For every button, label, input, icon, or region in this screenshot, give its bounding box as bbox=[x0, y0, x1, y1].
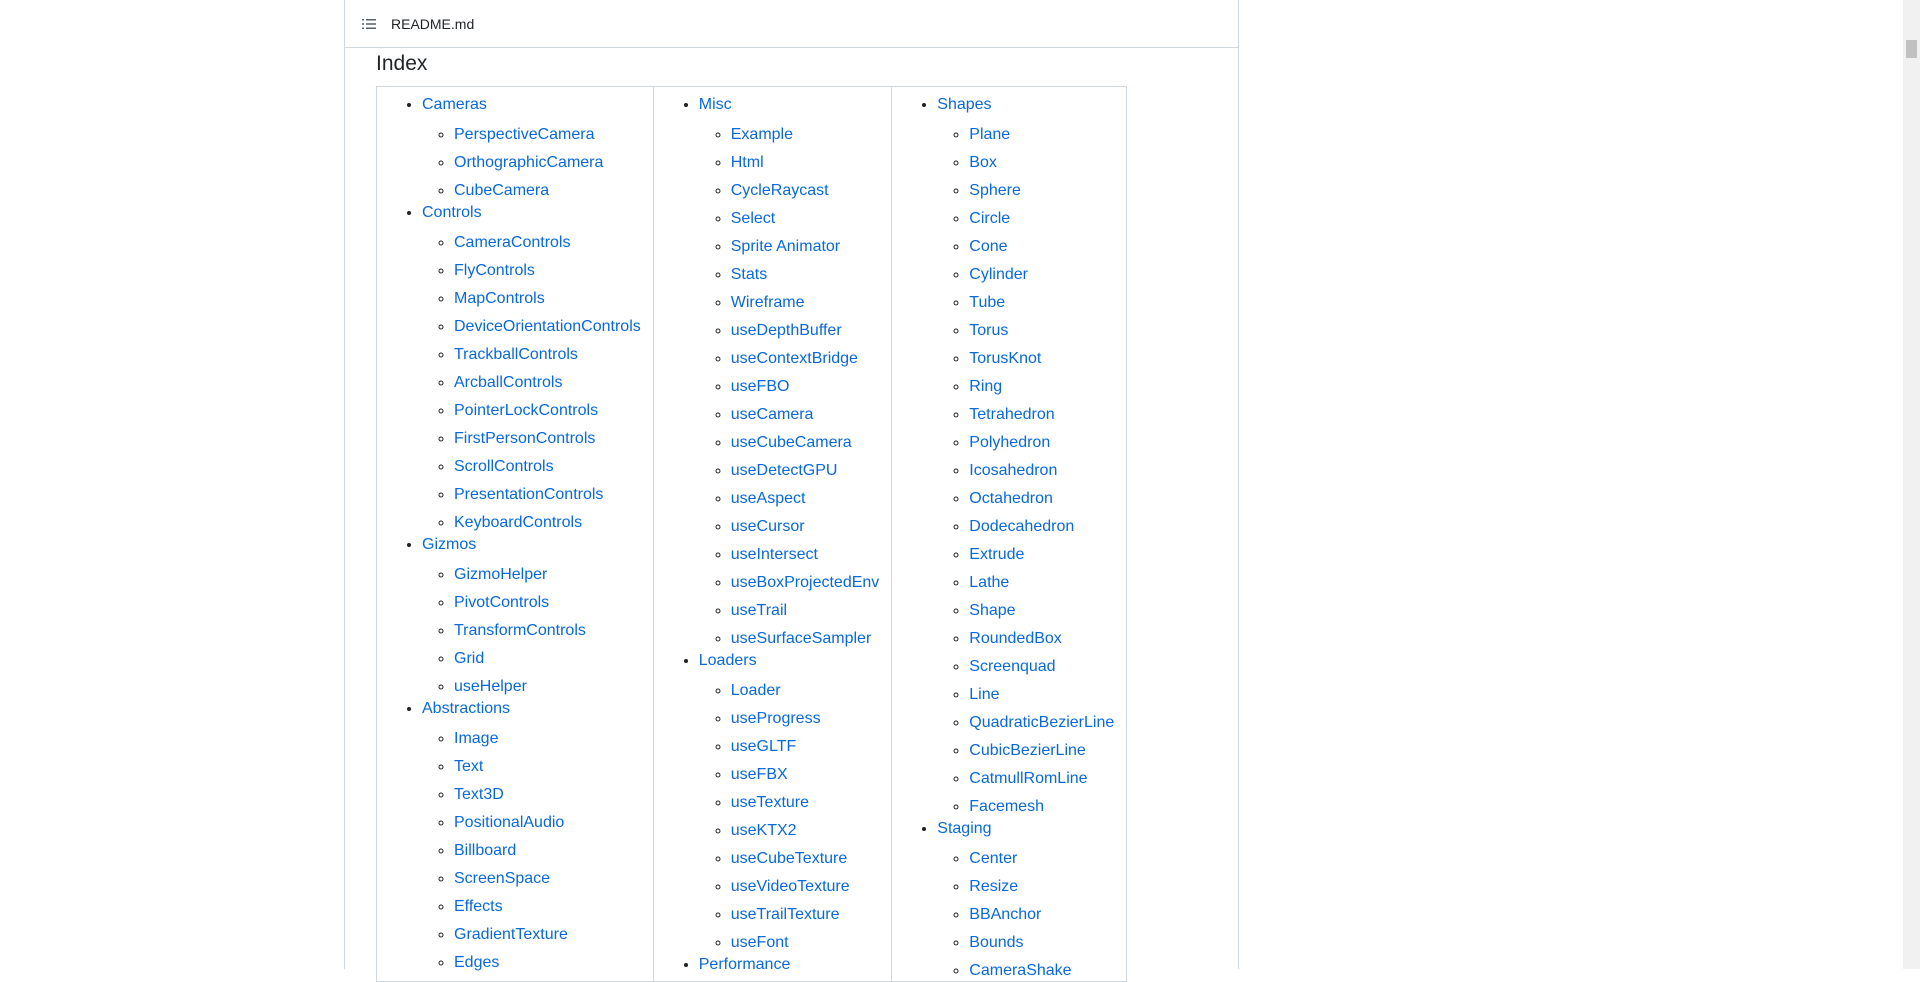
scrollbar-thumb[interactable] bbox=[1906, 40, 1917, 58]
subsection-item bbox=[731, 237, 880, 257]
subsection-item bbox=[731, 933, 880, 953]
subsection-link-line[interactable]: Line bbox=[969, 686, 1000, 703]
subsection-list bbox=[422, 125, 641, 201]
subsection-link-shape[interactable]: Shape bbox=[969, 602, 1016, 619]
subsection-item bbox=[969, 209, 1114, 229]
section-item-loaders bbox=[699, 649, 880, 953]
subsection-link-usedepthbuffer[interactable]: useDepthBuffer bbox=[730, 322, 842, 339]
subsection-link-plane[interactable]: Plane bbox=[969, 126, 1011, 143]
subsection-link-select[interactable]: Select bbox=[730, 210, 776, 227]
subsection-item bbox=[454, 125, 641, 145]
subsection-link-circle[interactable]: Circle bbox=[969, 210, 1011, 227]
subsection-item bbox=[454, 841, 641, 861]
subsection-link-sprite-animator[interactable]: Sprite Animator bbox=[730, 238, 841, 255]
subsection-link-bbanchor[interactable]: BBAnchor bbox=[969, 906, 1042, 923]
subsection-item bbox=[969, 153, 1114, 173]
subsection-item bbox=[969, 377, 1114, 397]
subsection-list bbox=[699, 681, 880, 953]
subsection-link-text[interactable]: Text bbox=[454, 758, 484, 775]
subsection-item bbox=[969, 849, 1114, 869]
section-link-shapes[interactable]: Shapes bbox=[937, 96, 992, 113]
subsection-item bbox=[731, 737, 880, 757]
subsection-list bbox=[937, 125, 1114, 817]
subsection-list bbox=[422, 233, 641, 533]
subsection-item bbox=[969, 905, 1114, 925]
subsection-link-polyhedron[interactable]: Polyhedron bbox=[969, 434, 1051, 451]
subsection-link-usetrail[interactable]: useTrail bbox=[730, 602, 788, 619]
subsection-item bbox=[454, 429, 641, 449]
subsection-link-tube[interactable]: Tube bbox=[969, 294, 1006, 311]
subsection-item bbox=[454, 513, 641, 533]
subsection-item bbox=[731, 489, 880, 509]
subsection-item bbox=[731, 125, 880, 145]
subsection-item bbox=[454, 757, 641, 777]
subsection-link-camerashake[interactable]: CameraShake bbox=[969, 962, 1072, 979]
subsection-link-usefont[interactable]: useFont bbox=[730, 934, 789, 951]
subsection-item bbox=[731, 433, 880, 453]
readme-panel bbox=[344, 0, 1239, 979]
subsection-item bbox=[969, 433, 1114, 453]
subsection-link-loader[interactable]: Loader bbox=[730, 682, 781, 699]
subsection-item bbox=[969, 265, 1114, 285]
index-column-2 bbox=[653, 87, 892, 982]
subsection-link-torus[interactable]: Torus bbox=[969, 322, 1009, 339]
section-list bbox=[674, 93, 880, 977]
subsection-item bbox=[969, 961, 1114, 981]
subsection-item bbox=[454, 153, 641, 173]
subsection-item bbox=[731, 265, 880, 285]
subsection-link-html[interactable]: Html bbox=[730, 154, 764, 171]
subsection-item bbox=[969, 461, 1114, 481]
subsection-link-wireframe[interactable]: Wireframe bbox=[730, 294, 805, 311]
subsection-link-screenspace[interactable]: ScreenSpace bbox=[454, 870, 551, 887]
subsection-link-useaspect[interactable]: useAspect bbox=[730, 490, 806, 507]
section-link-misc[interactable]: Misc bbox=[698, 96, 732, 113]
section-item-performance bbox=[699, 953, 880, 977]
subsection-list bbox=[422, 565, 641, 697]
subsection-link-torusknot[interactable]: TorusKnot bbox=[969, 350, 1042, 367]
subsection-link-deviceorientationcontrols[interactable]: DeviceOrientationControls bbox=[454, 318, 641, 335]
subsection-link-gizmohelper[interactable]: GizmoHelper bbox=[454, 566, 548, 583]
subsection-item bbox=[731, 153, 880, 173]
subsection-item bbox=[454, 345, 641, 365]
subsection-link-useintersect[interactable]: useIntersect bbox=[730, 546, 818, 563]
subsection-item bbox=[731, 293, 880, 313]
subsection-item bbox=[454, 953, 641, 973]
subsection-link-usedetectgpu[interactable]: useDetectGPU bbox=[730, 462, 838, 479]
section-link-staging[interactable]: Staging bbox=[937, 820, 992, 837]
subsection-link-usecubetexture[interactable]: useCubeTexture bbox=[730, 850, 848, 867]
subsection-item bbox=[731, 629, 880, 649]
subsection-link-keyboardcontrols[interactable]: KeyboardControls bbox=[454, 514, 583, 531]
index-table bbox=[376, 86, 1127, 982]
subsection-link-box[interactable]: Box bbox=[969, 154, 997, 171]
subsection-item bbox=[731, 517, 880, 537]
subsection-item bbox=[454, 565, 641, 585]
subsection-item bbox=[969, 601, 1114, 621]
subsection-link-quadraticbezierline[interactable]: QuadraticBezierLine bbox=[969, 714, 1115, 731]
subsection-link-facemesh[interactable]: Facemesh bbox=[969, 798, 1044, 815]
subsection-link-trackballcontrols[interactable]: TrackballControls bbox=[454, 346, 578, 363]
subsection-item bbox=[731, 405, 880, 425]
subsection-item bbox=[454, 869, 641, 889]
subsection-link-usetrailtexture[interactable]: useTrailTexture bbox=[730, 906, 840, 923]
file-header bbox=[345, 0, 1238, 48]
index-column-3 bbox=[892, 87, 1127, 982]
subsection-item bbox=[454, 401, 641, 421]
subsection-item bbox=[969, 237, 1114, 257]
subsection-link-stats[interactable]: Stats bbox=[730, 266, 768, 283]
subsection-link-mapcontrols[interactable]: MapControls bbox=[454, 290, 545, 307]
subsection-link-usecursor[interactable]: useCursor bbox=[730, 518, 805, 535]
subsection-item bbox=[454, 289, 641, 309]
subsection-link-octahedron[interactable]: Octahedron bbox=[969, 490, 1053, 507]
subsection-item bbox=[731, 349, 880, 369]
subsection-link-roundedbox[interactable]: RoundedBox bbox=[969, 630, 1062, 647]
section-list bbox=[397, 93, 641, 973]
subsection-item bbox=[731, 181, 880, 201]
subsection-link-catmullromline[interactable]: CatmullRomLine bbox=[969, 770, 1088, 787]
subsection-link-extrude[interactable]: Extrude bbox=[969, 546, 1025, 563]
index-column-1 bbox=[377, 87, 654, 982]
subsection-item bbox=[969, 657, 1114, 677]
index-row bbox=[377, 87, 1127, 982]
subsection-item bbox=[969, 181, 1114, 201]
subsection-list bbox=[937, 849, 1114, 981]
subsection-link-usecubecamera[interactable]: useCubeCamera bbox=[730, 434, 852, 451]
subsection-link-resize[interactable]: Resize bbox=[969, 878, 1019, 895]
subsection-link-example[interactable]: Example bbox=[730, 126, 793, 143]
subsection-item bbox=[969, 321, 1114, 341]
subsection-link-usetexture[interactable]: useTexture bbox=[730, 794, 810, 811]
subsection-item bbox=[969, 405, 1114, 425]
file-name: README.md bbox=[391, 15, 475, 32]
subsection-item bbox=[454, 485, 641, 505]
subsection-link-useprogress[interactable]: useProgress bbox=[730, 710, 821, 727]
subsection-item bbox=[969, 489, 1114, 509]
section-link-controls[interactable]: Controls bbox=[422, 204, 482, 221]
section-link-cameras[interactable]: Cameras bbox=[422, 96, 487, 113]
index-heading: Index bbox=[376, 52, 428, 75]
subsection-item bbox=[969, 125, 1114, 145]
subsection-item bbox=[731, 849, 880, 869]
readme-content bbox=[345, 52, 1238, 982]
subsection-item bbox=[969, 349, 1114, 369]
subsection-item bbox=[731, 877, 880, 897]
subsection-link-cycleraycast[interactable]: CycleRaycast bbox=[730, 182, 829, 199]
subsection-link-usehelper[interactable]: useHelper bbox=[454, 678, 527, 695]
subsection-item bbox=[454, 233, 641, 253]
subsection-item bbox=[969, 933, 1114, 953]
subsection-link-gradienttexture[interactable]: GradientTexture bbox=[454, 926, 568, 943]
subsection-item bbox=[731, 709, 880, 729]
subsection-link-cylinder[interactable]: Cylinder bbox=[969, 266, 1028, 283]
subsection-item bbox=[454, 925, 641, 945]
subsection-link-center[interactable]: Center bbox=[969, 850, 1018, 867]
subsection-item bbox=[731, 793, 880, 813]
subsection-item bbox=[454, 317, 641, 337]
subsection-link-useboxprojectedenv[interactable]: useBoxProjectedEnv bbox=[730, 574, 880, 591]
subsection-link-presentationcontrols[interactable]: PresentationControls bbox=[454, 486, 604, 503]
subsection-item bbox=[969, 517, 1114, 537]
subsection-item bbox=[454, 181, 641, 201]
subsection-link-usecamera[interactable]: useCamera bbox=[730, 406, 814, 423]
subsection-item bbox=[731, 545, 880, 565]
subsection-link-transformcontrols[interactable]: TransformControls bbox=[454, 622, 586, 639]
subsection-item bbox=[454, 897, 641, 917]
subsection-link-cubecamera[interactable]: CubeCamera bbox=[454, 182, 550, 199]
subsection-link-positionalaudio[interactable]: PositionalAudio bbox=[454, 814, 565, 831]
subsection-link-sphere[interactable]: Sphere bbox=[969, 182, 1021, 199]
subsection-link-cubicbezierline[interactable]: CubicBezierLine bbox=[969, 742, 1086, 759]
subsection-item bbox=[969, 573, 1114, 593]
subsection-item bbox=[454, 785, 641, 805]
subsection-link-cameracontrols[interactable]: CameraControls bbox=[454, 234, 571, 251]
subsection-link-screenquad[interactable]: Screenquad bbox=[969, 658, 1056, 675]
subsection-item bbox=[731, 681, 880, 701]
subsection-link-bounds[interactable]: Bounds bbox=[969, 934, 1024, 951]
subsection-item bbox=[969, 293, 1114, 313]
subsection-item bbox=[969, 741, 1114, 761]
section-link-loaders[interactable]: Loaders bbox=[698, 652, 757, 669]
subsection-item bbox=[454, 813, 641, 833]
subsection-link-usefbo[interactable]: useFBO bbox=[730, 378, 790, 395]
section-item-cameras bbox=[422, 93, 641, 201]
section-item-controls bbox=[422, 201, 641, 533]
subsection-item bbox=[454, 593, 641, 613]
subsection-item bbox=[731, 377, 880, 397]
subsection-item bbox=[454, 729, 641, 749]
subsection-link-flycontrols[interactable]: FlyControls bbox=[454, 262, 535, 279]
subsection-link-usecontextbridge[interactable]: useContextBridge bbox=[730, 350, 858, 367]
subsection-link-cone[interactable]: Cone bbox=[969, 238, 1008, 255]
subsection-link-grid[interactable]: Grid bbox=[454, 650, 485, 667]
subsection-link-usefbx[interactable]: useFBX bbox=[730, 766, 788, 783]
subsection-item bbox=[969, 685, 1114, 705]
subsection-link-orthographiccamera[interactable]: OrthographicCamera bbox=[454, 154, 604, 171]
subsection-list bbox=[699, 125, 880, 649]
subsection-item bbox=[969, 769, 1114, 789]
section-link-abstractions[interactable]: Abstractions bbox=[422, 700, 511, 717]
subsection-link-usesurfacesampler[interactable]: useSurfaceSampler bbox=[730, 630, 872, 647]
subsection-item bbox=[969, 797, 1114, 817]
subsection-item bbox=[454, 457, 641, 477]
subsection-item bbox=[731, 601, 880, 621]
subsection-link-ring[interactable]: Ring bbox=[969, 378, 1003, 395]
section-item-misc bbox=[699, 93, 880, 649]
section-link-gizmos[interactable]: Gizmos bbox=[422, 536, 477, 553]
subsection-link-arcballcontrols[interactable]: ArcballControls bbox=[454, 374, 563, 391]
subsection-link-tetrahedron[interactable]: Tetrahedron bbox=[969, 406, 1055, 423]
subsection-link-scrollcontrols[interactable]: ScrollControls bbox=[454, 458, 554, 475]
subsection-item bbox=[731, 821, 880, 841]
subsection-link-usektx2[interactable]: useKTX2 bbox=[730, 822, 797, 839]
subsection-item bbox=[731, 765, 880, 785]
section-link-performance[interactable]: Performance bbox=[698, 956, 791, 973]
section-item-shapes bbox=[937, 93, 1114, 817]
subsection-link-text3d[interactable]: Text3D bbox=[454, 786, 504, 803]
subsection-item bbox=[454, 677, 641, 697]
page-scrollbar[interactable] bbox=[1903, 0, 1920, 969]
subsection-link-icosahedron[interactable]: Icosahedron bbox=[969, 462, 1058, 479]
subsection-item bbox=[731, 573, 880, 593]
subsection-item bbox=[731, 321, 880, 341]
subsection-item bbox=[454, 621, 641, 641]
subsection-link-usevideotexture[interactable]: useVideoTexture bbox=[730, 878, 850, 895]
subsection-link-image[interactable]: Image bbox=[454, 730, 499, 747]
subsection-item bbox=[454, 261, 641, 281]
subsection-link-dodecahedron[interactable]: Dodecahedron bbox=[969, 518, 1075, 535]
subsection-link-billboard[interactable]: Billboard bbox=[454, 842, 517, 859]
subsection-link-usegltf[interactable]: useGLTF bbox=[730, 738, 797, 755]
subsection-item bbox=[454, 373, 641, 393]
subsection-item bbox=[731, 209, 880, 229]
subsection-list bbox=[422, 729, 641, 973]
subsection-link-pivotcontrols[interactable]: PivotControls bbox=[454, 594, 550, 611]
subsection-item bbox=[969, 629, 1114, 649]
list-unordered-icon[interactable] bbox=[361, 16, 377, 32]
subsection-link-lathe[interactable]: Lathe bbox=[969, 574, 1010, 591]
subsection-item bbox=[454, 649, 641, 669]
subsection-item bbox=[969, 713, 1114, 733]
subsection-link-effects[interactable]: Effects bbox=[454, 898, 503, 915]
subsection-item bbox=[969, 877, 1114, 897]
subsection-item bbox=[969, 545, 1114, 565]
subsection-link-pointerlockcontrols[interactable]: PointerLockControls bbox=[454, 402, 599, 419]
subsection-item bbox=[731, 461, 880, 481]
section-list bbox=[912, 93, 1114, 981]
section-item-abstractions bbox=[422, 697, 641, 973]
subsection-item bbox=[731, 905, 880, 925]
section-item-gizmos bbox=[422, 533, 641, 697]
section-item-staging bbox=[937, 817, 1114, 981]
subsection-link-perspectivecamera[interactable]: PerspectiveCamera bbox=[454, 126, 595, 143]
subsection-link-edges[interactable]: Edges bbox=[454, 954, 500, 971]
subsection-link-firstpersoncontrols[interactable]: FirstPersonControls bbox=[454, 430, 596, 447]
